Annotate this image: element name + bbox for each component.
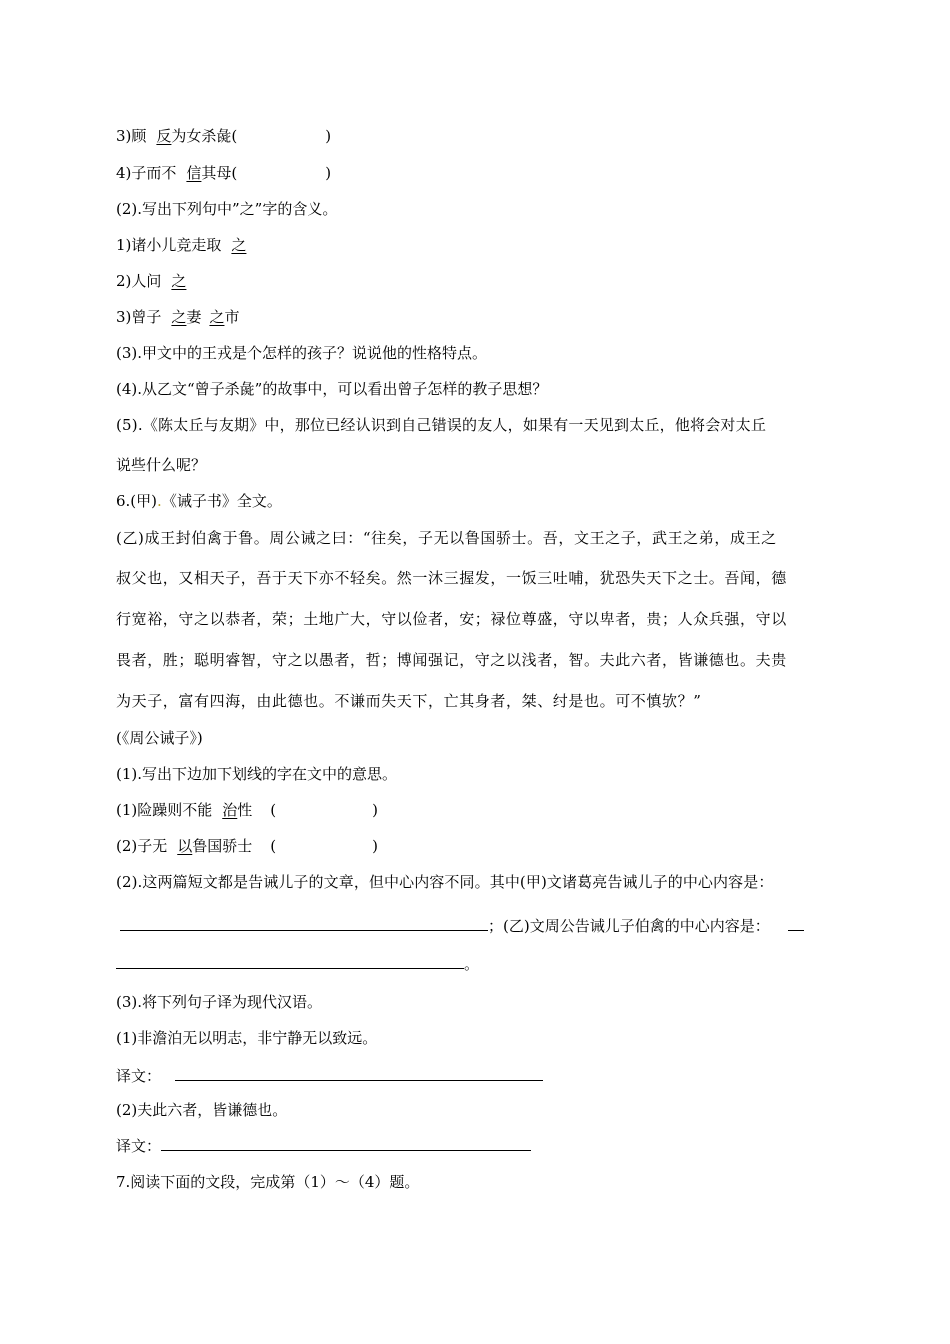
answer-blank[interactable] [788, 916, 804, 931]
q6-sentence-1: (1)非澹泊无以明志，非宁静无以致远。 [116, 1029, 378, 1047]
underlined-char: 之 [171, 308, 187, 326]
q5-sub2-heading: (2).写出下列句中”之”字的含义。 [116, 200, 338, 218]
q5-sub4: (4).从乙文“曾子杀彘”的故事中，可以看出曾子怎样的教子思想？ [116, 380, 548, 398]
underlined-char: 反 [156, 127, 172, 145]
q6-sub2-heading: (2).这两篇短文都是告诫儿子的文章，但中心内容不同。其中(甲)文诸葛亮告诫儿子的中心内容是： [116, 873, 774, 891]
q7-heading: 7.阅读下面的文段，完成第（1）～（4）题。 [116, 1173, 420, 1191]
q5-sub5-line1: (5).《陈太丘与友期》中，那位已经认识到自己错误的友人，如果有一天见到太丘，他将会对太丘 [116, 416, 767, 434]
underlined-char: 以 [177, 837, 193, 855]
q6-text-line-3: 行宽裕，守之以恭者，荣；土地广大，守以俭者，安；禄位尊盛，守以卑者，贵；人众兵强，守以 [116, 610, 787, 628]
q6-sentence-2: (2)夫此六者，皆谦德也。 [116, 1101, 288, 1119]
underlined-char: 之 [209, 308, 225, 326]
answer-blank[interactable] [116, 954, 464, 969]
q5-sub5-line2: 说些什么呢？ [116, 456, 207, 474]
q6-heading: 6.(甲).《诫子书》全文。 [116, 492, 282, 510]
q6-text-line-5: 为天子，富有四海，由此德也。不谦而失天下，亡其身者，桀、纣是也。可不慎欤？” [116, 692, 702, 710]
q5-sub3: (3).甲文中的王戎是个怎样的孩子？说说他的性格特点。 [116, 344, 488, 362]
q6-source: (《周公诫子》) [116, 729, 203, 747]
q6-sub1-heading: (1).写出下边加下划线的字在文中的意思。 [116, 765, 398, 783]
underlined-char: 治 [222, 801, 238, 819]
q6-text-line-1: (乙)成王封伯禽于鲁。周公诫之曰：“往矣，子无以鲁国骄士。吾，文王之子，武王之弟，成王之 [116, 529, 777, 547]
zhi-item-3: 3)曾子 之妻 之市 [116, 308, 240, 326]
q6-sub2-answer-row-2: 。 [116, 954, 479, 974]
q6-translation-2: 译文： [116, 1136, 531, 1156]
zhi-item-2: 2)人问 之 [116, 272, 187, 290]
q5-item4: 4)子而不 信其母( ) [116, 164, 332, 182]
q6-text-line-4: 畏者，胜；聪明睿智，守之以愚者，哲；博闻强记，守之以浅者，智。夫此六者，皆谦德也。夫贵 [116, 651, 787, 669]
underlined-char: 信 [186, 164, 202, 182]
q6-sub1-item1: (1)险躁则不能 治性 ( ) [116, 801, 378, 819]
q6-translation-1: 译文： [116, 1066, 543, 1086]
answer-blank[interactable] [161, 1136, 531, 1151]
q6-sub2-answer-row: ；(乙)文周公告诫儿子伯禽的中心内容是： [120, 916, 804, 936]
answer-blank[interactable] [120, 916, 488, 931]
q6-sub1-item2: (2)子无 以鲁国骄士 ( ) [116, 837, 378, 855]
q5-item3: 3)顾 反为女杀彘( ) [116, 127, 332, 145]
underlined-char: 之 [231, 236, 247, 254]
q6-sub3-heading: (3).将下列句子译为现代汉语。 [116, 993, 323, 1011]
underlined-char: 之 [171, 272, 187, 290]
answer-blank[interactable] [175, 1066, 543, 1081]
zhi-item-1: 1)诸小儿竞走取 之 [116, 236, 247, 254]
q6-text-line-2: 叔父也，又相天子，吾于天下亦不轻矣。然一沐三握发，一饭三吐哺，犹恐失天下之士。吾闻，德 [116, 569, 787, 587]
